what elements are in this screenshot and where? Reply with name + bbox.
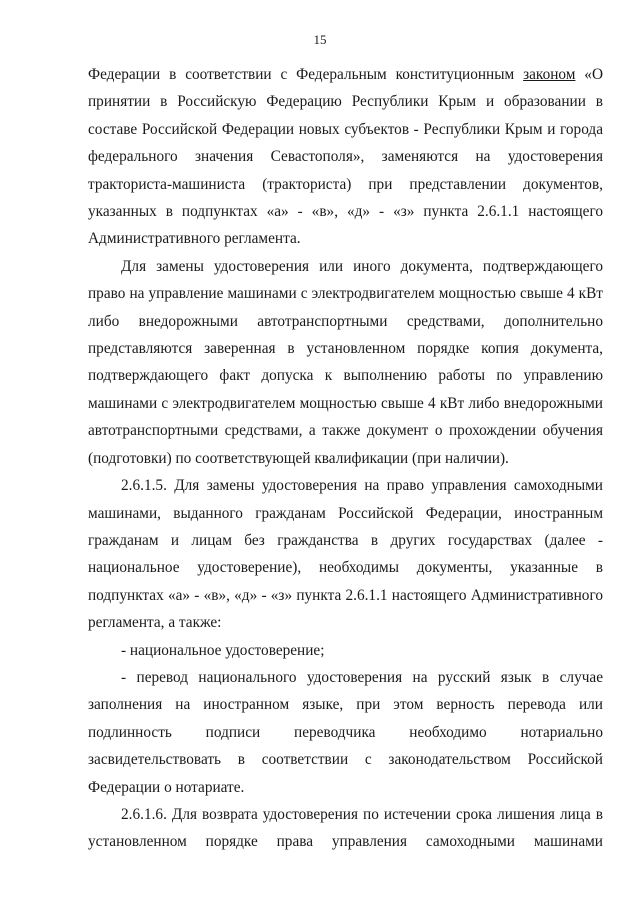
paragraph-1-text-start: Федерации в соответствии с Федеральным конституционным	[88, 66, 524, 83]
paragraph-5: - перевод национального удостоверения на русский язык в случае заполнения на иностранном языке, при этом верность перевода или подлинность подписи переводчика необходимо нотариально засвидетельствовать в соответствии с законодательством Российской Федерации о нотариате.	[88, 668, 603, 796]
paragraph-2: Для замены удостоверения или иного документа, подтверждающего право на управление машинами с электродвигателем мощностью свыше 4 кВт либо внедорожными автотранспортными средствами, дополнительно представляются заверенная в установленном порядке копия документа, подтверждающего факт допуска к выполнению работы по управлению машинами с электродвигателем мощностью свыше 4 кВт либо внедорожными автотранспортными средствами, а также документ о прохождении обучения (подготовки) по соответствующей квалификации (при наличии).	[88, 257, 603, 467]
paragraph-6: 2.6.1.6. Для возврата удостоверения по истечении срока лишения лица в установленном порядке права управления самоходными машинами	[88, 805, 603, 851]
paragraph-4: - национальное удостоверение;	[121, 641, 325, 659]
paragraph-1-text-end: «О принятии в Российскую Федерацию Республики Крым и образовании в составе Российской Федерации новых субъектов - Республики Крым и города федерального значения Севастополя», заменяются на удостоверения тракториста-машиниста (тракториста) при представлении документов, указанных в подпунктах «а» - «в», «д» - «з» пункта 2.6.1.1 настоящего Административного регламента.	[88, 66, 603, 248]
document-body	[88, 61, 603, 856]
law-link[interactable]: законом	[523, 66, 576, 83]
page-number: 15	[313, 32, 327, 47]
paragraph-3: 2.6.1.5. Для замены удостоверения на право управления самоходными машинами, выданного гражданам Российской Федерации, иностранным гражданам и лицам без гражданства в других государствах (далее - национальное удостоверение), необходимы документы, указанные в подпунктах «а» - «в», «д» - «з» пункта 2.6.1.1 настоящего Административного регламента, а также:	[88, 477, 603, 632]
paragraph-1	[88, 61, 603, 253]
